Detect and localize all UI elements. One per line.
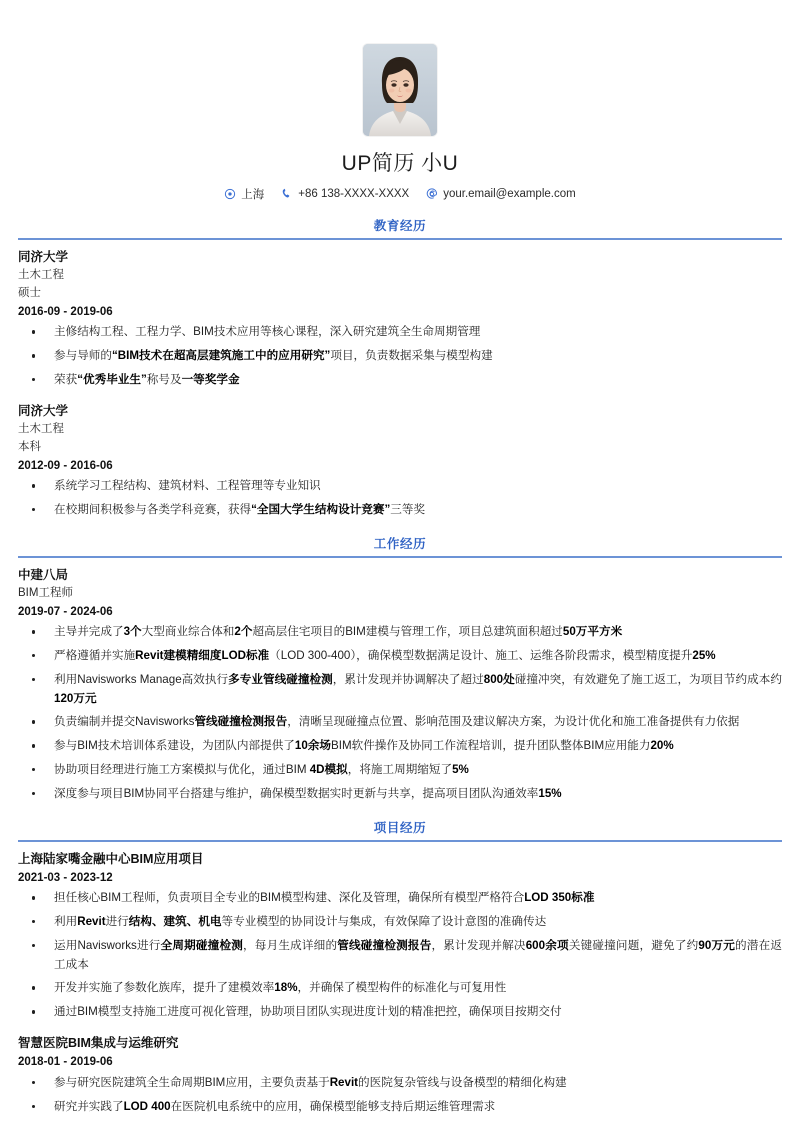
bullet-item: 主修结构工程、工程力学、BIM技术应用等核心课程，深入研究建筑全生命周期管理 bbox=[18, 323, 782, 342]
bullet-item: 利用Navisworks Manage高效执行多专业管线碰撞检测，累计发现并协调解决了超过800处碰撞冲突，有效避免了施工返工，为项目节约成本约120万元 bbox=[18, 671, 782, 709]
entry-subtitle: BIM工程师 bbox=[18, 587, 73, 600]
page-title: UP简历 小U bbox=[341, 152, 459, 175]
contact-phone bbox=[281, 188, 409, 200]
entry-organization: 同济大学 bbox=[18, 403, 69, 418]
entry-organization: 同济大学 bbox=[18, 250, 69, 264]
entry-degree: 硕士 bbox=[18, 287, 41, 300]
resume-entry bbox=[18, 850, 782, 1022]
resume-entry bbox=[18, 402, 782, 520]
resume-entry bbox=[18, 566, 782, 804]
section-divider bbox=[18, 840, 782, 842]
bullet-item: 主导并完成了3个大型商业综合体和2个超高层住宅项目的BIM建模与管理工作，项目总建筑面积超过50万平方米 bbox=[18, 623, 782, 642]
avatar bbox=[363, 44, 437, 136]
entry-degree: 本科 bbox=[18, 440, 41, 453]
bullet-item: 利用Revit进行结构、建筑、机电等专业模型的协同设计与集成，有效保障了设计意图的准确传达 bbox=[18, 913, 782, 932]
section-2 bbox=[18, 534, 782, 804]
contact-location bbox=[224, 186, 264, 202]
location-icon bbox=[224, 188, 236, 200]
avatar-portrait-icon bbox=[363, 44, 437, 136]
bullet-item: 担任核心BIM工程师，负责项目全专业的BIM模型构建、深化及管理，确保所有模型严格符合LOD 350标准 bbox=[18, 889, 782, 908]
email-icon bbox=[426, 188, 438, 200]
contact-location-text: 上海 bbox=[241, 189, 265, 201]
bullet-item: 参与研究医院建筑全生命周期BIM应用，主要负责基于Revit的医院复杂管线与设备模型的精细化构建 bbox=[18, 1074, 782, 1093]
entry-date-range: 2016-09 - 2019-06 bbox=[18, 306, 113, 318]
contact-phone-text: +86 138-XXXX-XXXX bbox=[298, 188, 410, 200]
entry-organization: 中建八局 bbox=[18, 567, 69, 582]
entry-date-range: 2018-01 - 2019-06 bbox=[18, 1056, 113, 1069]
entry-bullet-list bbox=[18, 477, 782, 520]
entry-bullet-list bbox=[18, 889, 782, 1022]
section-title: 项目经历 bbox=[373, 820, 427, 835]
entry-bullet-list bbox=[18, 323, 782, 389]
bullet-item: 开发并实施了参数化族库，提升了建模效率18%，并确保了模型构件的标准化与可复用性 bbox=[18, 979, 782, 998]
entry-subtitle: 土木工程 bbox=[18, 423, 64, 436]
entry-subtitle: 土木工程 bbox=[18, 269, 64, 282]
bullet-item: 负责编制并提交Navisworks管线碰撞检测报告，清晰呈现碰撞点位置、影响范围及建议解决方案，为设计优化和施工准备提供有力依据 bbox=[18, 713, 782, 732]
section-divider bbox=[18, 238, 782, 240]
bullet-item: 运用Navisworks进行全周期碰撞检测，每月生成详细的管线碰撞检测报告，累计发现并解决600余项关键碰撞问题，避免了约90万元的潜在返工成本 bbox=[18, 937, 782, 975]
resume-sections bbox=[18, 216, 782, 1116]
bullet-item: 深度参与项目BIM协同平台搭建与维护，确保模型数据实时更新与共享，提高项目团队沟通效率15% bbox=[18, 785, 782, 804]
bullet-item: 在校期间积极参与各类学科竞赛，获得“全国大学生结构设计竞赛”三等奖 bbox=[18, 501, 782, 520]
entry-bullet-list bbox=[18, 1074, 782, 1117]
contact-list bbox=[18, 186, 782, 202]
section-1 bbox=[18, 216, 782, 520]
entry-organization: 上海陆家嘴金融中心BIM应用项目 bbox=[18, 851, 204, 866]
section-title: 工作经历 bbox=[373, 536, 427, 551]
bullet-item: 通过BIM模型支持施工进度可视化管理，协助项目团队实现进度计划的精准把控，确保项目按期交付 bbox=[18, 1003, 782, 1022]
entry-bullet-list bbox=[18, 623, 782, 803]
resume-entry bbox=[18, 1034, 782, 1116]
bullet-item: 系统学习工程结构、建筑材料、工程管理等专业知识 bbox=[18, 477, 782, 496]
bullet-item: 协助项目经理进行施工方案模拟与优化，通过BIM 4D模拟，将施工周期缩短了5% bbox=[18, 761, 782, 780]
entry-date-range: 2019-07 - 2024-06 bbox=[18, 605, 113, 618]
section-divider bbox=[18, 556, 782, 558]
phone-icon bbox=[281, 188, 293, 200]
contact-email bbox=[426, 188, 575, 200]
entry-organization: 智慧医院BIM集成与运维研究 bbox=[18, 1035, 179, 1050]
bullet-item: 荣获“优秀毕业生”称号及一等奖学金 bbox=[18, 371, 782, 390]
section-title: 教育经历 bbox=[373, 219, 427, 233]
entry-date-range: 2012-09 - 2016-06 bbox=[18, 459, 113, 472]
contact-email-text: your.email@example.com bbox=[443, 188, 576, 200]
bullet-item: 研究并实践了LOD 400在医院机电系统中的应用，确保模型能够支持后期运维管理需求 bbox=[18, 1098, 782, 1117]
section-3 bbox=[18, 818, 782, 1117]
resume-entry bbox=[18, 248, 782, 390]
bullet-item: 严格遵循并实施Revit建模精细度LOD标准（LOD 300-400），确保模型数据满足设计、施工、运维各阶段需求，模型精度提升25% bbox=[18, 647, 782, 666]
entry-date-range: 2021-03 - 2023-12 bbox=[18, 871, 113, 884]
bullet-item: 参与BIM技术培训体系建设，为团队内部提供了10余场BIM软件操作及协同工作流程培训，提升团队整体BIM应用能力20% bbox=[18, 737, 782, 756]
resume-header bbox=[18, 0, 782, 202]
bullet-item: 参与导师的“BIM技术在超高层建筑施工中的应用研究”项目，负责数据采集与模型构建 bbox=[18, 347, 782, 366]
